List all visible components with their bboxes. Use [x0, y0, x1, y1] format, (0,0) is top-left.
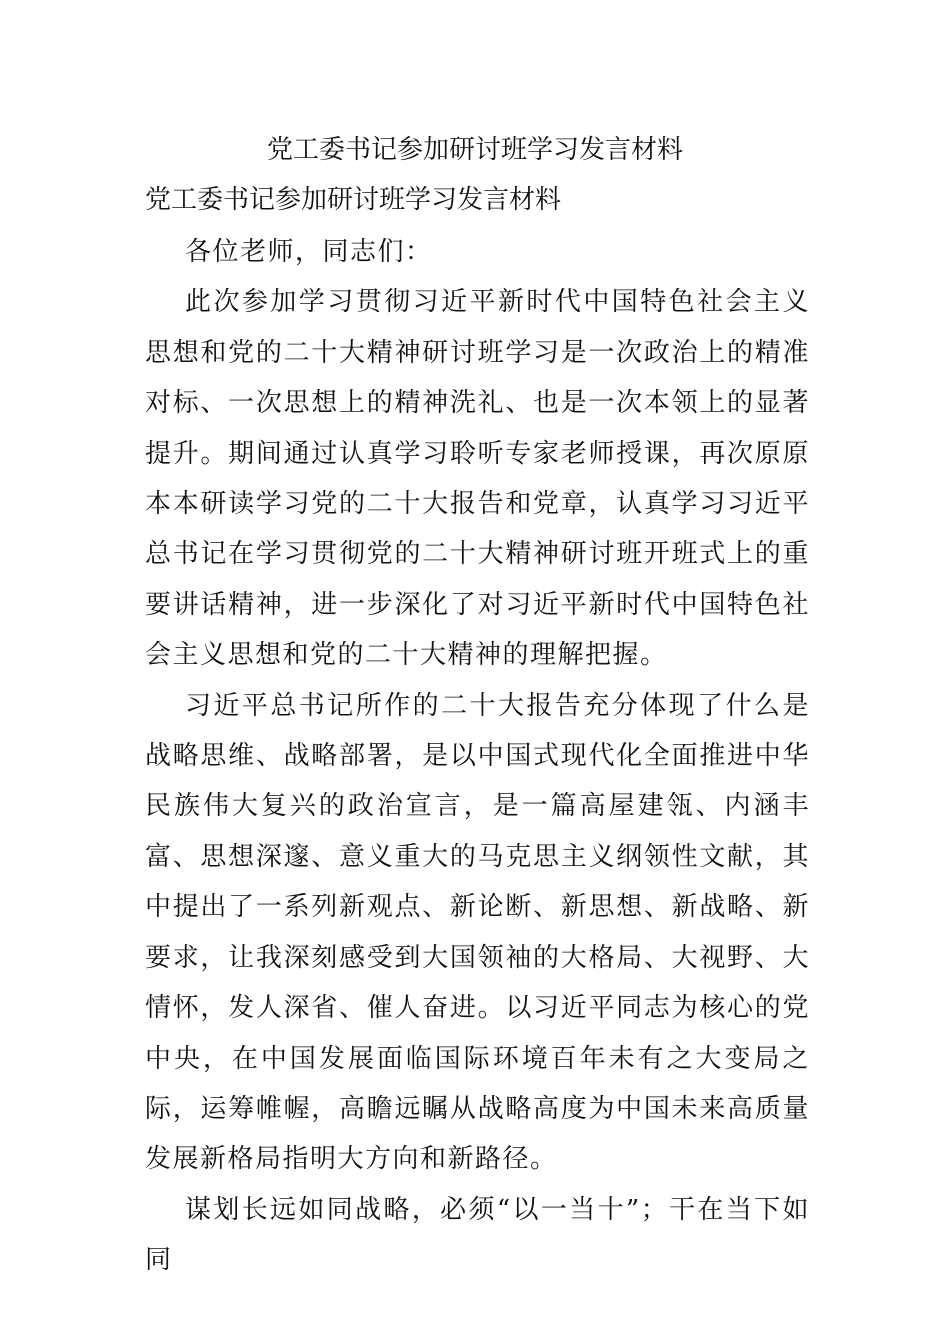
paragraph-1: 此次参加学习贯彻习近平新时代中国特色社会主义思想和党的二十大精神研讨班学习是一次政治上的精准对标、一次思想上的精神洗礼、也是一次本领上的显著提升。期间通过认真学习聆听专家老师授课，再次原原本本研读学习党的二十大报告和党章，认真学习习近平总书记在学习贯彻党的二十大精神研讨班开班式上的重要讲话精神，进一步深化了对习近平新时代中国特色社会主义思想和党的二十大精神的理解把握。 [145, 287, 810, 671]
document-title: 党工委书记参加研讨班学习发言材料 [266, 135, 683, 165]
paragraph-2: 习近平总书记所作的二十大报告充分体现了什么是战略思维、战略部署，是以中国式现代化全面推进中华民族伟大复兴的政治宣言，是一篇高屋建瓴、内涵丰富、思想深邃、意义重大的马克思主义纲领性文献，其中提出了一系列新观点、新论断、新思想、新战略、新要求，让我深刻感受到大国领袖的大格局、大视野、大情怀，发人深省、催人奋进。以习近平同志为核心的党中央，在中国发展面临国际环境百年未有之大变局之际，运筹帷幄，高瞻远瞩从战略高度为中国未来高质量发展新格局指明大方向和新路径。 [145, 690, 810, 1175]
paragraph-3: 谋划长远如同战略，必须“以一当十”；干在当下如同 [145, 1194, 810, 1276]
document-subtitle: 党工委书记参加研讨班学习发言材料 [145, 185, 562, 215]
greeting-line: 各位老师，同志们： [185, 237, 433, 267]
document-body [145, 227, 810, 1286]
